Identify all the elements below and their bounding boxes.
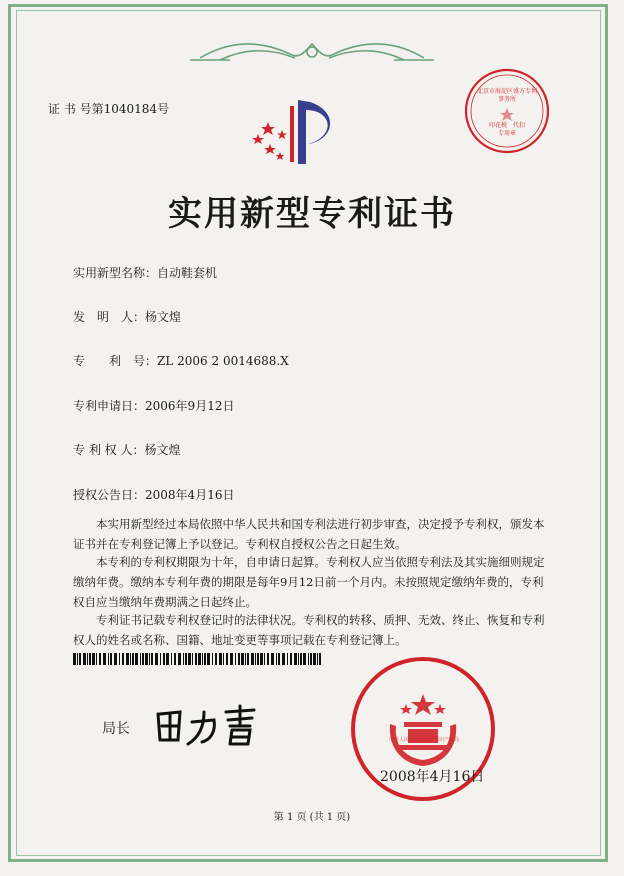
barcode-bar: [142, 653, 144, 665]
barcode-bar: [287, 653, 288, 665]
barcode-bar: [317, 653, 318, 665]
barcode-bar: [77, 653, 78, 665]
small-seal-inner-text: 印花税 代扣专用章: [488, 122, 525, 137]
barcode-bar: [185, 653, 187, 665]
barcode-bar: [257, 653, 259, 665]
barcode-bar: [298, 653, 299, 665]
barcode-bar: [178, 653, 181, 665]
field-value: 杨文煌: [145, 310, 182, 324]
barcode-bar: [140, 653, 141, 665]
barcode-bar: [166, 653, 169, 665]
barcode-bar: [135, 653, 138, 665]
barcode-bar: [108, 653, 109, 665]
paragraph-term: 本专利的专利权期限为十年，自申请日起算。专利权人应当依照专利法及其实施细则规定缴纳年费。缴纳本专利年费的期限是每年9月12日前一个月内。未按照规定缴纳年费的，专利权自应当缴纳年费期满之日起终止。: [73, 555, 545, 609]
barcode-bar: [319, 653, 321, 665]
barcode-bar: [278, 653, 280, 665]
barcode-bar: [73, 653, 76, 665]
barcode-bar: [310, 653, 312, 665]
barcode-bar: [92, 653, 95, 665]
barcode-bar: [300, 653, 302, 665]
barcode-bar: [103, 653, 106, 665]
tax-seal-icon: [462, 66, 552, 156]
barcode-bar: [149, 653, 150, 665]
barcode-bar: [212, 653, 213, 665]
barcode-bar: [223, 653, 224, 665]
field-value: 杨文煌: [144, 443, 181, 457]
barcode-bar: [132, 653, 134, 665]
barcode-bar: [145, 653, 148, 665]
barcode-bar: [89, 653, 91, 665]
barcode-bar: [83, 653, 86, 665]
patent-office-logo-icon: [250, 92, 360, 172]
barcode-bar: [192, 653, 193, 665]
barcode-bar: [195, 653, 197, 665]
field-grant-date: [73, 486, 234, 503]
barcode-bar: [160, 653, 161, 665]
certificate-number: 证 书 号第1040184号: [48, 102, 170, 116]
barcode-bar: [151, 653, 153, 665]
field-patentee: [73, 441, 180, 458]
field-value: ZL 2006 2 0014688.X: [157, 354, 289, 368]
field-value: 自动鞋套机: [157, 266, 218, 280]
barcode-icon: [73, 653, 323, 665]
barcode-bar: [215, 653, 217, 665]
barcode-bar: [271, 653, 274, 665]
field-patent-number: [73, 352, 289, 369]
barcode-bar: [238, 653, 240, 665]
barcode-bar: [87, 653, 88, 665]
ornament-icon: [190, 38, 434, 64]
field-label: 发 明 人：: [73, 310, 146, 324]
field-label: 专 利 权 人：: [73, 443, 145, 457]
certificate-title: 实用新型专利证书: [168, 194, 456, 234]
field-value: 2008年4月16日: [145, 488, 235, 502]
barcode-bar: [294, 653, 297, 665]
barcode-bar: [290, 653, 292, 665]
barcode-bar: [174, 653, 176, 665]
barcode-bar: [130, 653, 131, 665]
barcode-bar: [126, 653, 129, 665]
paragraph-grant: 本实用新型经过本局依照中华人民共和国专利法进行初步审查，决定授予专利权，颁发本证书并在专利登记簿上予以登记。专利权自授权公告之日起生效。: [73, 517, 545, 551]
barcode-bar: [204, 653, 206, 665]
barcode-bar: [308, 653, 309, 665]
barcode-bar: [122, 653, 124, 665]
director-label: 局长: [102, 721, 130, 737]
field-application-date: [73, 397, 234, 414]
paragraph-legal-status: 专利证书记载专利权登记时的法律状况。专利权的转移、质押、无效、终止、恢复和专利权人的姓名或名称、国籍、地址变更等事项记载在专利登记簿上。: [73, 613, 545, 647]
barcode-bar: [155, 653, 158, 665]
barcode-bar: [264, 653, 265, 665]
barcode-bar: [188, 653, 191, 665]
barcode-bar: [245, 653, 246, 665]
barcode-bar: [198, 653, 201, 665]
seal-date: 2008年4月16日: [380, 769, 485, 785]
field-label: 专利申请日：: [73, 399, 146, 413]
barcode-bar: [282, 653, 285, 665]
barcode-bar: [119, 653, 120, 665]
field-inventor: [73, 308, 181, 325]
barcode-bar: [267, 653, 269, 665]
barcode-bar: [99, 653, 101, 665]
barcode-bar: [235, 653, 236, 665]
barcode-bar: [183, 653, 184, 665]
barcode-bar: [241, 653, 244, 665]
barcode-bar: [171, 653, 172, 665]
barcode-bar: [219, 653, 222, 665]
small-seal-text: 北京市海淀区盛方专利事务所: [477, 88, 538, 103]
barcode-bar: [313, 653, 316, 665]
barcode-bar: [303, 653, 306, 665]
barcode-bar: [202, 653, 203, 665]
field-utility-model-name: [73, 264, 217, 281]
director-signature-icon: [150, 700, 270, 750]
field-value: 2006年9月12日: [145, 399, 235, 413]
barcode-bar: [96, 653, 97, 665]
barcode-bar: [230, 653, 233, 665]
field-label: 专 利 号：: [73, 354, 158, 368]
barcode-bar: [247, 653, 249, 665]
barcode-bar: [163, 653, 165, 665]
page-number: 第 1 页 (共 1 页): [273, 812, 351, 823]
barcode-bar: [226, 653, 228, 665]
barcode-bar: [110, 653, 112, 665]
barcode-bar: [114, 653, 117, 665]
barcode-bar: [251, 653, 254, 665]
field-label: 实用新型名称：: [73, 266, 158, 280]
barcode-bar: [207, 653, 210, 665]
barcode-bar: [260, 653, 263, 665]
barcode-bar: [276, 653, 277, 665]
barcode-bar: [79, 653, 81, 665]
office-seal-text: 中华人民共和国国家知识产权局: [388, 737, 459, 743]
barcode-bar: [255, 653, 256, 665]
field-label: 授权公告日：: [73, 488, 146, 502]
